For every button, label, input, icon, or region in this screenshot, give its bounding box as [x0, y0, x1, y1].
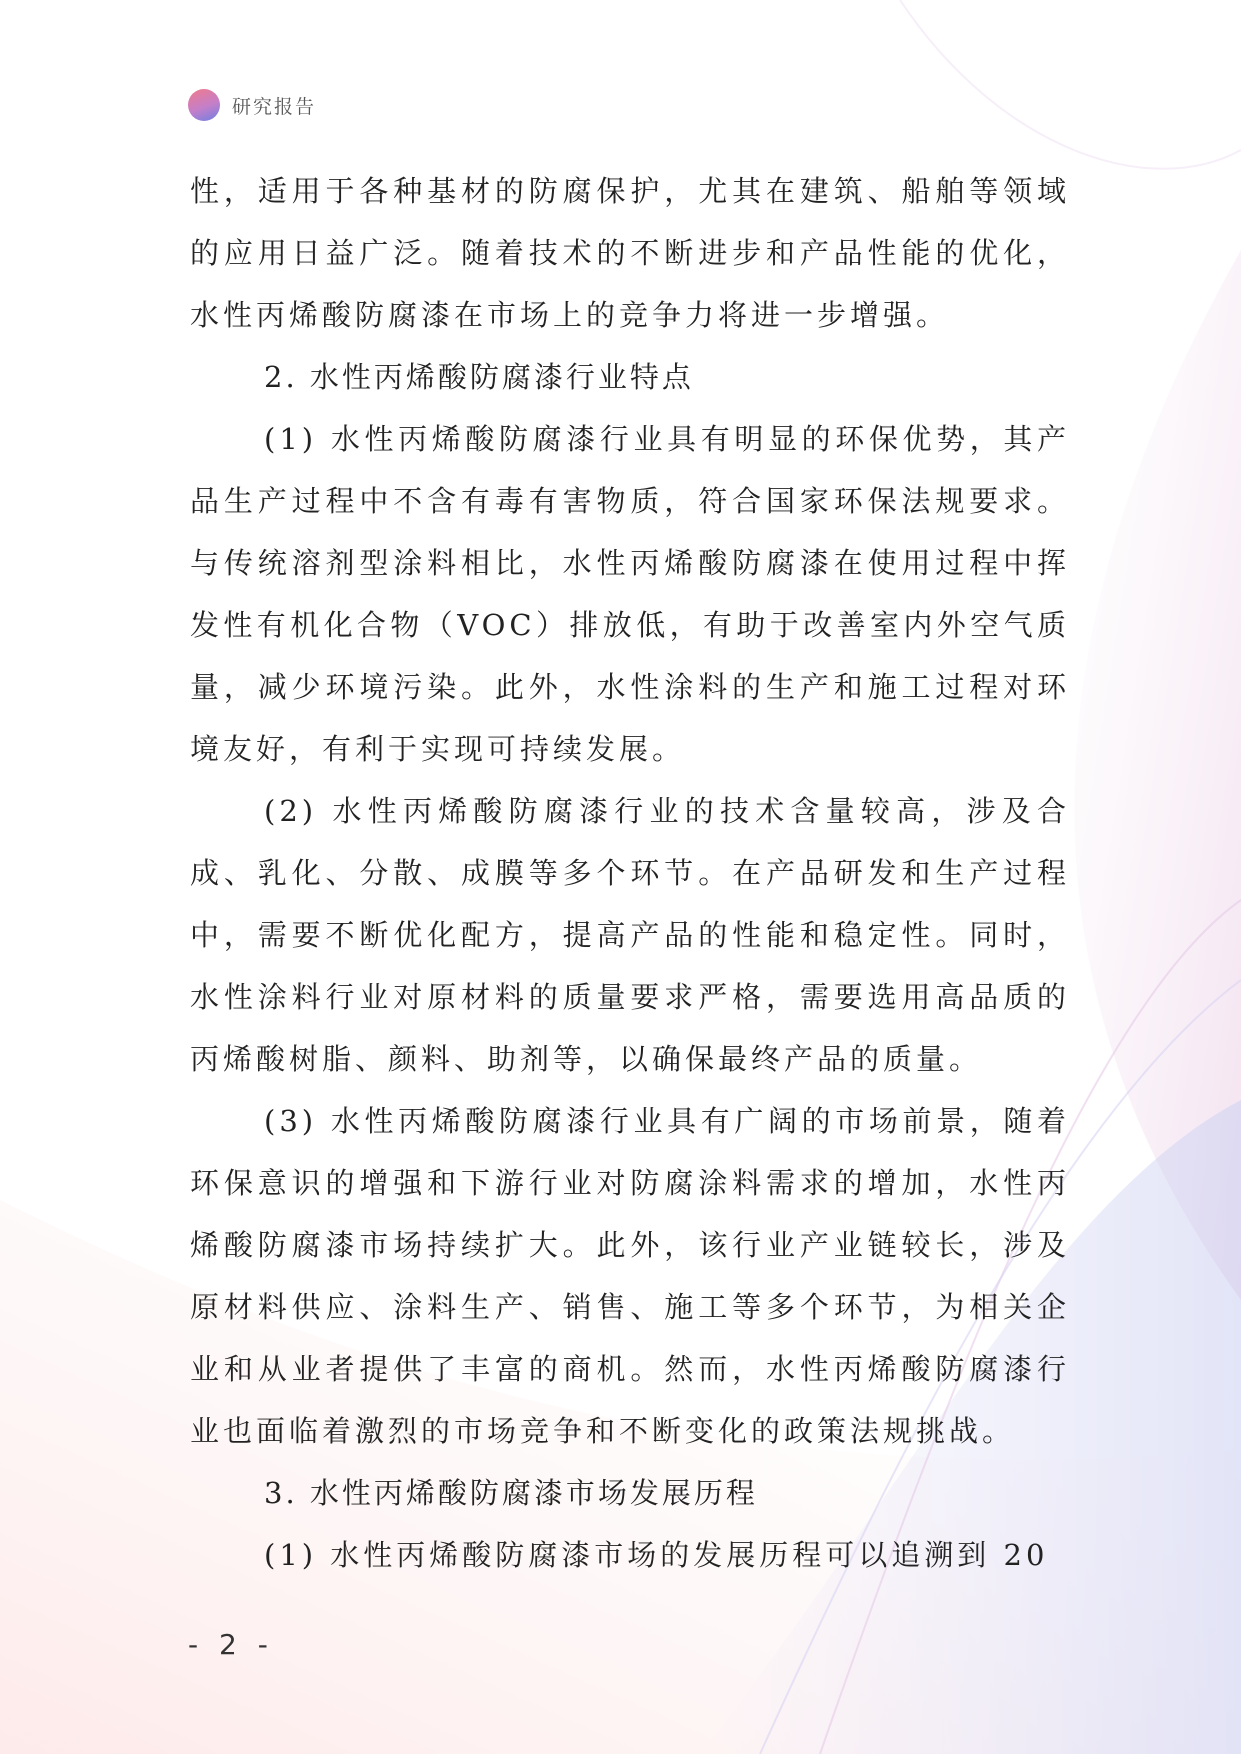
- section-heading-industry-features: 2. 水性丙烯酸防腐漆行业特点: [264, 360, 694, 394]
- document-header: [188, 88, 316, 122]
- paragraph-feature-3: (3) 水性丙烯酸防腐漆行业具有广阔的市场前景，随着环保意识的增强和下游行业对防腐涂料需求的增加，水性丙烯酸防腐漆市场持续扩大。此外，该行业产业链较长，涉及原材料供应、涂料生产、销售、施工等多个环节，为相关企业和从业者提供了丰富的商机。然而，水性丙烯酸防腐漆行业也面临着激烈的市场竞争和不断变化的政策法规挑战。: [190, 1104, 1070, 1448]
- page-number: - 2 -: [188, 1628, 274, 1661]
- document-body: [190, 160, 1070, 1586]
- report-logo-icon: [188, 89, 220, 121]
- paragraph-feature-2: (2) 水性丙烯酸防腐漆行业的技术含量较高，涉及合成、乳化、分散、成膜等多个环节。在产品研发和生产过程中，需要不断优化配方，提高产品的性能和稳定性。同时，水性涂料行业对原材料的质量要求严格，需要选用高品质的丙烯酸树脂、颜料、助剂等，以确保最终产品的质量。: [190, 794, 1070, 1076]
- section-heading-market-history: 3. 水性丙烯酸防腐漆市场发展历程: [264, 1476, 758, 1510]
- paragraph-feature-1: (1) 水性丙烯酸防腐漆行业具有明显的环保优势，其产品生产过程中不含有毒有害物质，符合国家环保法规要求。与传统溶剂型涂料相比，水性丙烯酸防腐漆在使用过程中挥发性有机化合物（VOC）排放低，有助于改善室内外空气质量，减少环境污染。此外，水性涂料的生产和施工过程对环境友好，有利于实现可持续发展。: [190, 422, 1070, 766]
- header-title: 研究报告: [232, 95, 317, 118]
- paragraph-history-1: (1) 水性丙烯酸防腐漆市场的发展历程可以追溯到 20: [264, 1538, 1049, 1572]
- paragraph-intro-continued: 性，适用于各种基材的防腐保护，尤其在建筑、船舶等领域的应用日益广泛。随着技术的不断进步和产品性能的优化，水性丙烯酸防腐漆在市场上的竞争力将进一步增强。: [190, 174, 1070, 332]
